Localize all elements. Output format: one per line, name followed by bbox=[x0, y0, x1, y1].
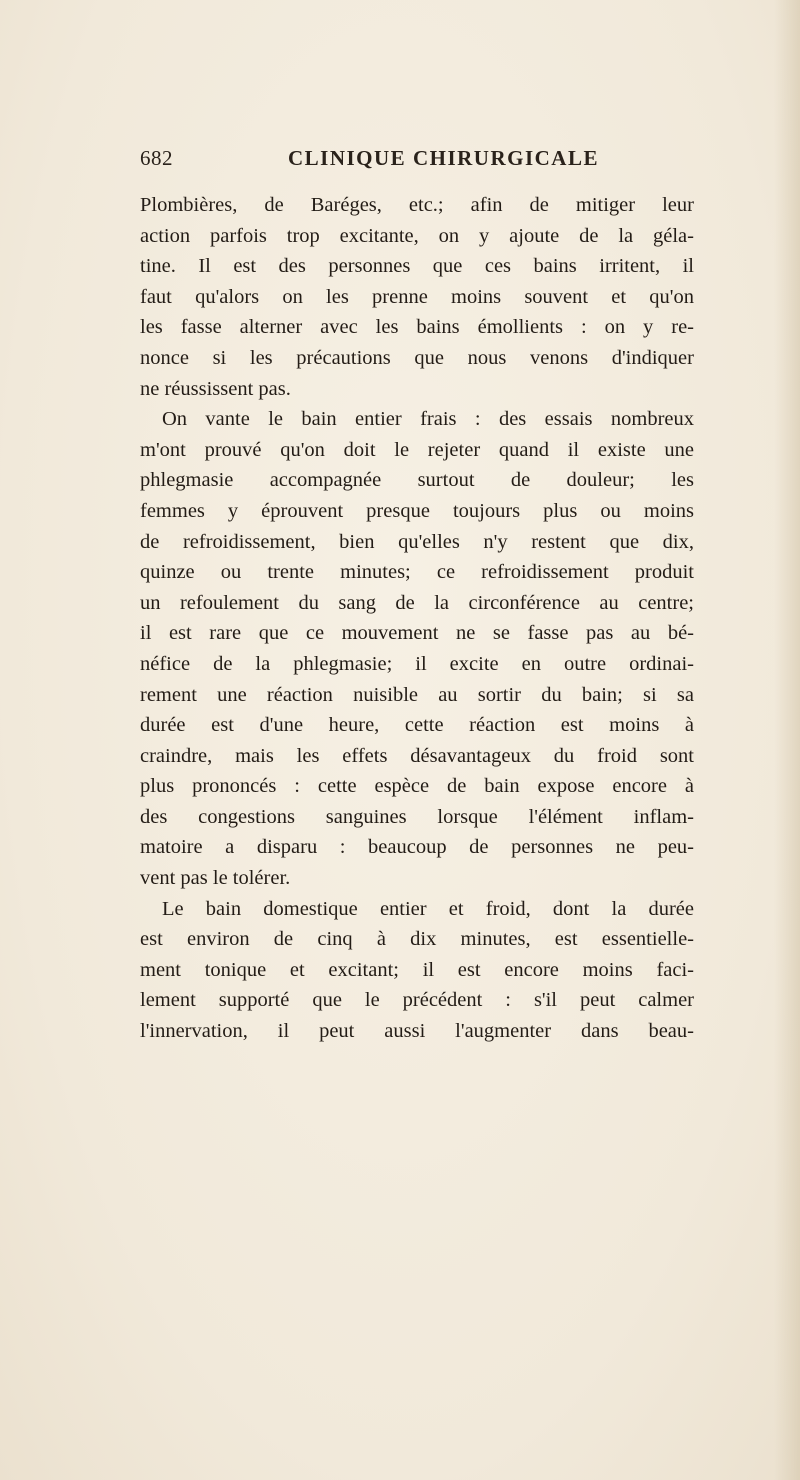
paragraph bbox=[140, 190, 694, 404]
text-line: faut qu'alors on les prenne moins souvent et qu'on bbox=[140, 285, 694, 308]
text-line: il est rare que ce mouvement ne se fasse pas au bé- bbox=[140, 622, 694, 645]
text-line: Le bain domestique entier et froid, dont la durée bbox=[162, 897, 694, 920]
text-line: est environ de cinq à dix minutes, est essentielle- bbox=[140, 928, 694, 951]
text-line: Plombières, de Baréges, etc.; afin de mitiger leur bbox=[140, 194, 694, 216]
text-line: tine. Il est des personnes que ces bains irritent, il bbox=[140, 255, 694, 278]
text-line: On vante le bain entier frais : des essais nombreux bbox=[162, 408, 694, 431]
text-line: femmes y éprouvent presque toujours plus ou moins bbox=[140, 499, 694, 522]
text-line: vent pas le tolérer. bbox=[140, 867, 291, 890]
paragraph bbox=[140, 894, 694, 1047]
page-number: 682 bbox=[140, 146, 173, 170]
text-line: action parfois trop excitante, on y ajoute de la géla- bbox=[140, 224, 694, 247]
text-line: de refroidissement, bien qu'elles n'y restent que dix, bbox=[140, 530, 694, 553]
running-title: CLINIQUE CHIRURGICALE bbox=[288, 146, 599, 170]
paragraph bbox=[140, 404, 694, 894]
body-text bbox=[140, 190, 694, 1047]
text-line: craindre, mais les effets désavantageux du froid sont bbox=[140, 744, 694, 767]
text-line: phlegmasie accompagnée surtout de douleur; les bbox=[140, 469, 694, 492]
text-line: m'ont prouvé qu'on doit le rejeter quand il existe une bbox=[140, 438, 694, 461]
page-header bbox=[140, 146, 660, 176]
text-line: rement une réaction nuisible au sortir du bain; si sa bbox=[140, 683, 694, 706]
text-line: matoire a disparu : beaucoup de personnes ne peu- bbox=[140, 836, 694, 859]
text-line: ne réussissent pas. bbox=[140, 377, 291, 400]
text-line: lement supporté que le précédent : s'il peut calmer bbox=[140, 989, 694, 1012]
text-line: néfice de la phlegmasie; il excite en outre ordinai- bbox=[140, 652, 694, 675]
text-line: ment tonique et excitant; il est encore moins faci- bbox=[140, 958, 694, 981]
page-edge-shadow bbox=[774, 0, 800, 1480]
text-line: l'innervation, il peut aussi l'augmenter dans beau- bbox=[140, 1020, 694, 1043]
text-line: nonce si les précautions que nous venons d'indiquer bbox=[140, 346, 694, 369]
text-line: les fasse alterner avec les bains émollients : on y re- bbox=[140, 316, 694, 339]
text-line: un refoulement du sang de la circonférence au centre; bbox=[140, 591, 694, 614]
text-line: durée est d'une heure, cette réaction est moins à bbox=[140, 714, 694, 737]
text-line: des congestions sanguines lorsque l'élément inflam- bbox=[140, 805, 694, 828]
text-line: quinze ou trente minutes; ce refroidissement produit bbox=[140, 561, 694, 584]
text-line: plus prononcés : cette espèce de bain expose encore à bbox=[140, 775, 694, 798]
